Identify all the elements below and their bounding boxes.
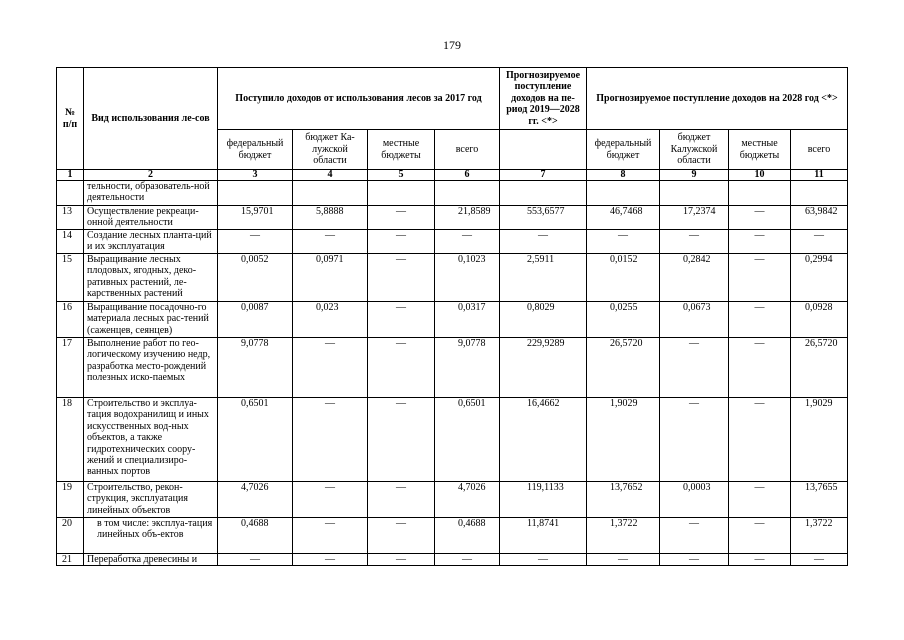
row-number: 15 [57,254,84,302]
row-value-col-5: — [368,518,435,554]
header-federal-2028: федеральный бюджет [587,130,660,170]
row-value-col-6: 0,4688 [435,518,500,554]
row-value-col-6: 21,8589 [435,206,500,230]
row-value-col-11: — [791,230,848,254]
row-value-col-6: 0,6501 [435,398,500,482]
row-value-col-10: — [729,302,791,338]
col-number: 9 [660,170,729,181]
col-number: 5 [368,170,435,181]
row-name [84,230,218,254]
row-value-col-5: — [368,254,435,302]
row-number: 21 [57,554,84,566]
row-value-col-8: 1,9029 [587,398,660,482]
row-value-col-11: 13,7655 [791,482,848,518]
row-cell [500,181,587,206]
row-value-col-6: 4,7026 [435,482,500,518]
row-value-col-8: 0,0255 [587,302,660,338]
table-row [57,302,848,338]
row-name [84,482,218,518]
header-group-2028: Прогнозируемое поступление доходов на 2028 год <*> [587,68,848,130]
row-cell [791,181,848,206]
row-value-col-8: 26,5720 [587,338,660,398]
table-row [57,206,848,230]
row-value-col-6: — [435,230,500,254]
table-row [57,181,848,206]
row-value-col-10: — [729,230,791,254]
row-value-col-3: 15,9701 [218,206,293,230]
row-value-col-9: — [660,338,729,398]
row-number: 20 [57,518,84,554]
row-value-col-9: — [660,554,729,566]
row-name-text: Осуществление рекреаци-онной деятельности [87,206,199,229]
row-name-text: Переработка древесины и [87,554,198,565]
row-value-col-9: — [660,230,729,254]
row-value-col-7: 0,8029 [500,302,587,338]
row-value-col-4: — [293,398,368,482]
row-cell [729,181,791,206]
row-name [84,338,218,398]
row-value-col-3: — [218,554,293,566]
row-value-col-5: — [368,302,435,338]
row-number: 18 [57,398,84,482]
row-value-col-11: 0,0928 [791,302,848,338]
row-value-col-3: 4,7026 [218,482,293,518]
row-name-text: Выращивание лесных плодовых, ягодных, деко-ративных растений, ле-карственных растений [87,254,197,300]
row-name [84,554,218,566]
row-value-col-7: 16,4662 [500,398,587,482]
row-value-col-11: 1,3722 [791,518,848,554]
row-value-col-7: 119,1133 [500,482,587,518]
row-value-col-6: 9,0778 [435,338,500,398]
row-value-col-11: 1,9029 [791,398,848,482]
row-value-col-7: — [500,554,587,566]
header-col-kind: Вид использования ле-сов [84,68,218,170]
row-value-col-3: 0,6501 [218,398,293,482]
header-federal-2017: федеральный бюджет [218,130,293,170]
row-value-col-4: — [293,482,368,518]
row-value-col-10: — [729,338,791,398]
header-regional-2017: бюджет Ка-лужской области [293,130,368,170]
row-value-col-10: — [729,554,791,566]
header-local-2028: местные бюджеты [729,130,791,170]
row-name [84,398,218,482]
row-value-col-4: 0,0971 [293,254,368,302]
row-value-col-8: — [587,230,660,254]
revenue-table [56,67,848,566]
row-value-col-8: 46,7468 [587,206,660,230]
row-name [84,302,218,338]
row-value-col-5: — [368,398,435,482]
row-value-col-9: 0,2842 [660,254,729,302]
row-name-text: Строительство, рекон-струкция, эксплуатация линейных объектов [87,482,188,516]
col-number: 4 [293,170,368,181]
row-value-col-4: 5,8888 [293,206,368,230]
col-number: 2 [84,170,218,181]
table-row [57,230,848,254]
header-total-2028: всего [791,130,848,170]
row-value-col-10: — [729,398,791,482]
row-number: 16 [57,302,84,338]
row-value-col-9: — [660,518,729,554]
row-value-col-4: 0,023 [293,302,368,338]
row-value-col-5: — [368,482,435,518]
row-value-col-11: 63,9842 [791,206,848,230]
header-forecast-empty [500,130,587,170]
row-value-col-10: — [729,518,791,554]
col-number: 8 [587,170,660,181]
row-value-col-7: 229,9289 [500,338,587,398]
table-row [57,482,848,518]
row-value-col-8: 0,0152 [587,254,660,302]
header-regional-2028: бюджет Калужской области [660,130,729,170]
row-value-col-8: 13,7652 [587,482,660,518]
row-value-col-9: 0,0673 [660,302,729,338]
row-cell [368,181,435,206]
row-name [84,254,218,302]
header-forecast-period: Прогнозируемое поступление доходов на пе-риод 2019—2028 гг. <*> [500,68,587,130]
header-total-2017: всего [435,130,500,170]
row-value-col-4: — [293,554,368,566]
col-number: 1 [57,170,84,181]
header-local-2017: местные бюджеты [368,130,435,170]
row-name [84,518,218,554]
row-value-col-7: 553,6577 [500,206,587,230]
row-value-col-9: 0,0003 [660,482,729,518]
row-value-col-11: 26,5720 [791,338,848,398]
table-row [57,338,848,398]
row-value-col-3: — [218,230,293,254]
table-row [57,554,848,566]
row-name-text: Создание лесных планта-ций и их эксплуатация [87,230,212,253]
row-value-col-9: — [660,398,729,482]
row-name-text: Выращивание посадочно-го материала лесных рас-тений (саженцев, сеянцев) [87,302,209,336]
row-value-col-3: 0,4688 [218,518,293,554]
row-value-col-11: 0,2994 [791,254,848,302]
row-value-col-11: — [791,554,848,566]
row-value-col-6: 0,1023 [435,254,500,302]
header-col-no: № п/п [57,68,84,170]
row-name-text: в том числе: эксплуа-тация линейных объ-ектов [97,518,213,541]
row-number: 19 [57,482,84,518]
table-header [57,68,848,181]
col-number: 10 [729,170,791,181]
row-value-col-4: — [293,518,368,554]
row-value-col-3: 0,0087 [218,302,293,338]
row-cell [587,181,660,206]
row-number: 14 [57,230,84,254]
table-row [57,398,848,482]
row-value-col-6: — [435,554,500,566]
row-cell [435,181,500,206]
row-cell [293,181,368,206]
row-value-col-5: — [368,206,435,230]
col-number: 3 [218,170,293,181]
row-value-col-10: — [729,482,791,518]
row-value-col-3: 9,0778 [218,338,293,398]
row-value-col-7: — [500,230,587,254]
table-row [57,254,848,302]
row-value-col-4: — [293,230,368,254]
row-value-col-3: 0,0052 [218,254,293,302]
row-number: 13 [57,206,84,230]
row-name-text: Строительство и эксплуа-тация водохранилищ и иных искусственных вод-ных объектов, а также гидротехнических соору-жений и специализиро-ванных портов [87,398,209,478]
row-name-text: Выполнение работ по гео-логическому изучению недр, разработка место-рождений полезных иско-паемых [87,338,211,384]
col-number: 11 [791,170,848,181]
row-number [57,181,84,206]
row-value-col-5: — [368,338,435,398]
row-cell [218,181,293,206]
row-value-col-5: — [368,554,435,566]
row-name: тельности, образователь-ной деятельности [84,181,218,206]
row-cell [660,181,729,206]
row-value-col-7: 11,8741 [500,518,587,554]
row-value-col-8: — [587,554,660,566]
col-number: 7 [500,170,587,181]
table-row [57,518,848,554]
table-body [57,181,848,566]
row-value-col-8: 1,3722 [587,518,660,554]
row-value-col-7: 2,5911 [500,254,587,302]
row-number: 17 [57,338,84,398]
header-group-2017: Поступило доходов от использования лесов за 2017 год [218,68,500,130]
row-value-col-5: — [368,230,435,254]
row-value-col-10: — [729,206,791,230]
row-value-col-10: — [729,254,791,302]
row-value-col-9: 17,2374 [660,206,729,230]
page-number: 179 [443,38,461,52]
row-name [84,206,218,230]
row-value-col-4: — [293,338,368,398]
row-value-col-6: 0,0317 [435,302,500,338]
col-number: 6 [435,170,500,181]
